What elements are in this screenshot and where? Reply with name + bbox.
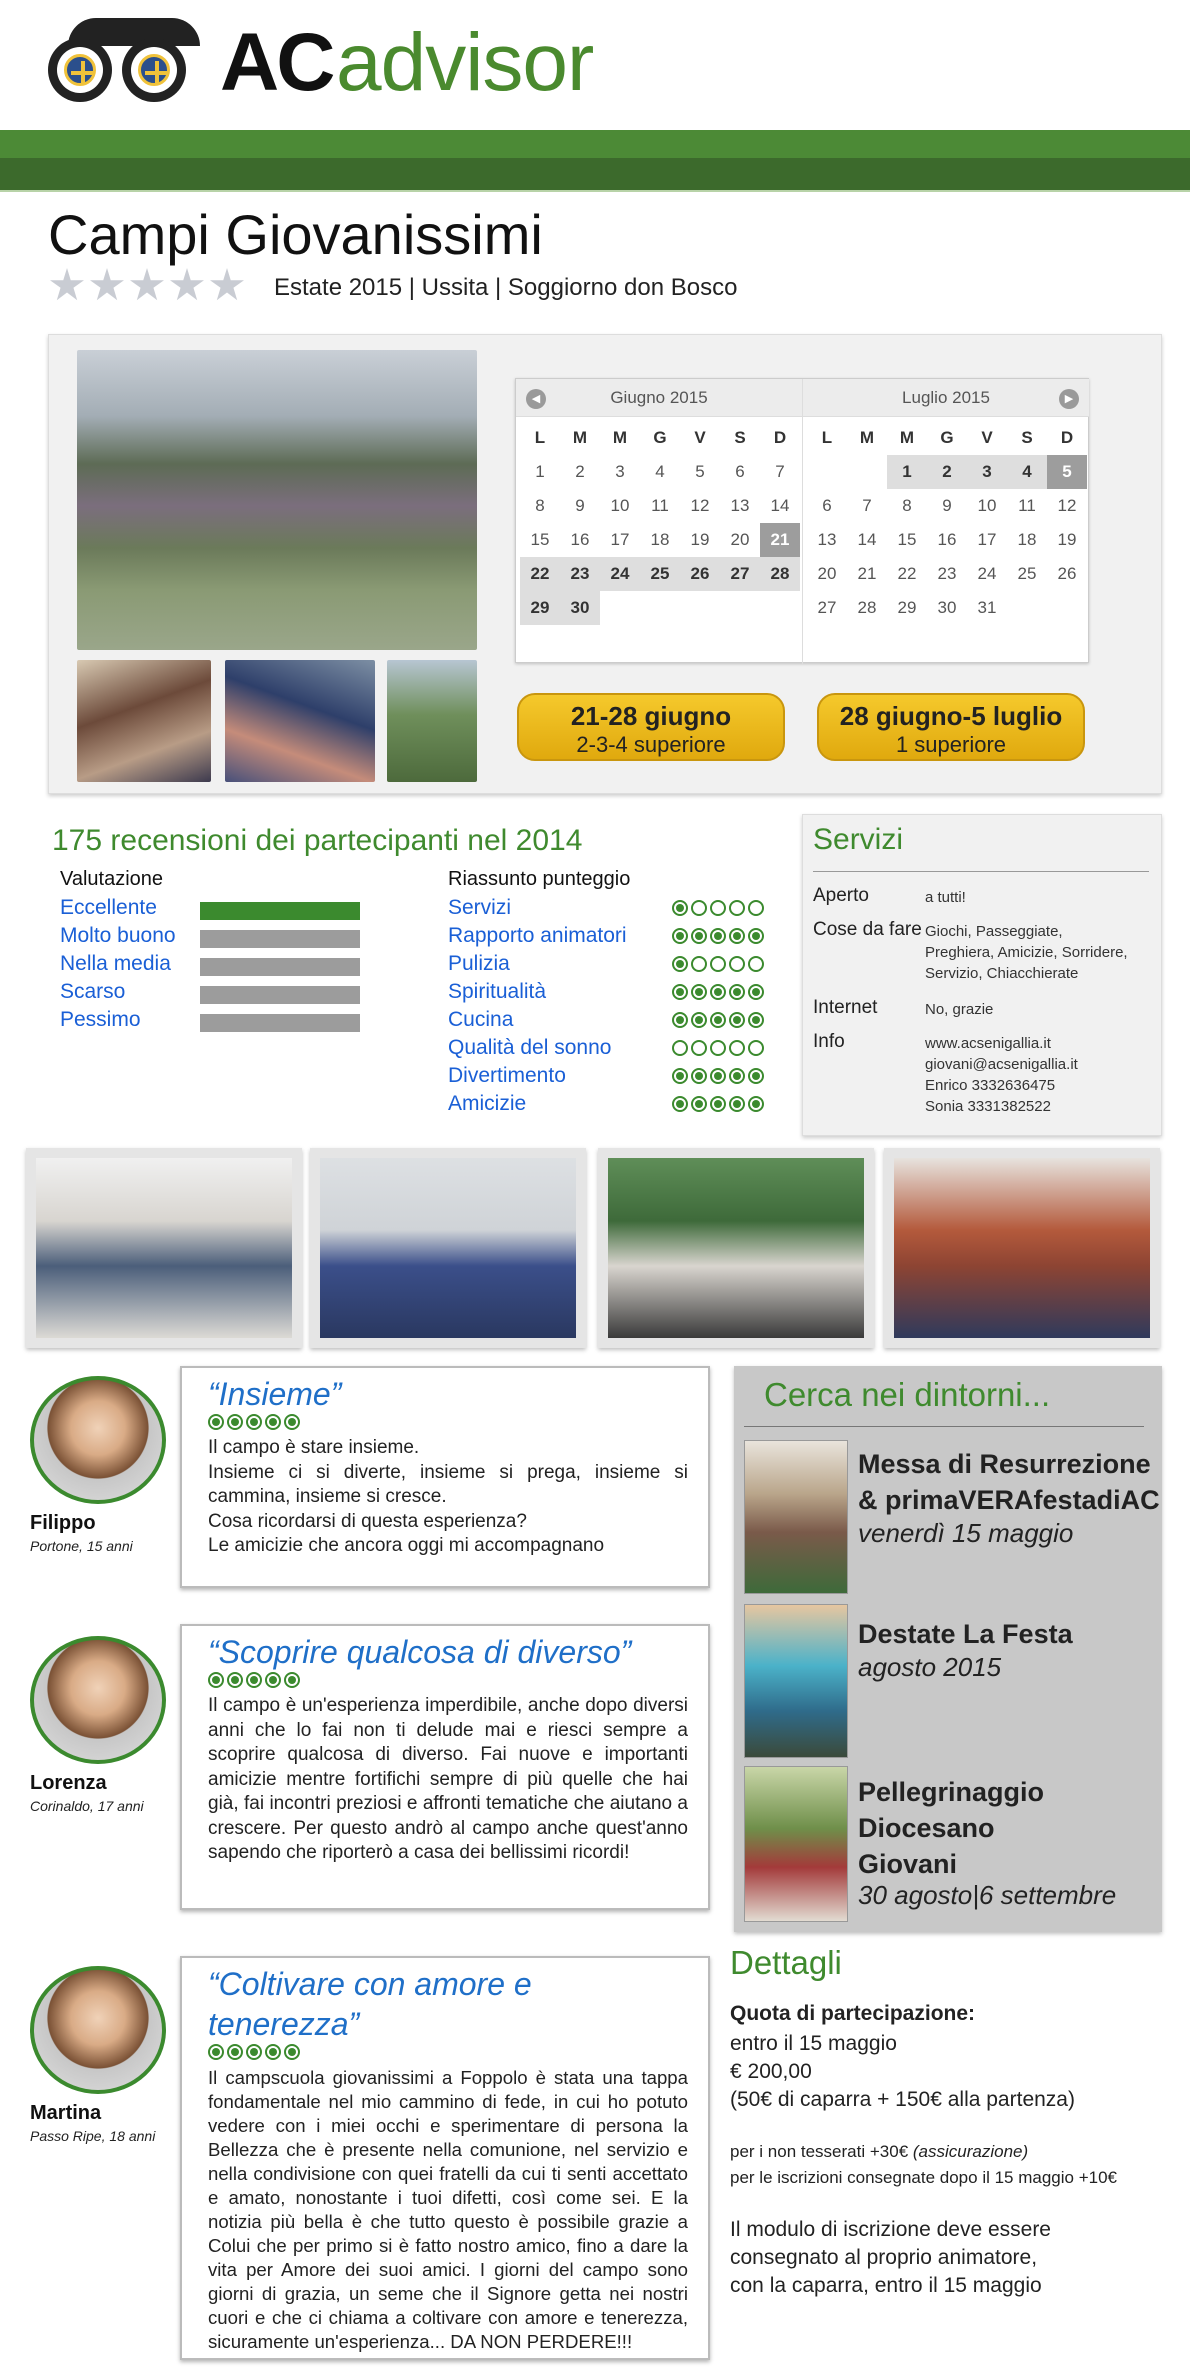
- rating-circle-icon: [729, 956, 745, 972]
- avatar[interactable]: [30, 1376, 166, 1504]
- rating-header: Valutazione: [60, 868, 164, 890]
- calendar-empty-cell: [760, 591, 800, 625]
- star-icon[interactable]: [210, 268, 244, 302]
- services-panel: [802, 814, 1162, 1136]
- rating-circle-icon: [672, 1040, 688, 1056]
- rating-level-link[interactable]: Nella media: [60, 952, 171, 975]
- service-label: Cose da fare: [813, 919, 922, 940]
- calendar-day[interactable]: 11: [1018, 496, 1036, 515]
- calendar-day[interactable]: 13: [817, 530, 837, 549]
- gallery-image: [608, 1158, 864, 1338]
- rating-circle-icon: [748, 956, 764, 972]
- testimonial-card: [180, 1956, 710, 2360]
- category-rating: [672, 956, 764, 972]
- rating-level-link[interactable]: Scarso: [60, 980, 126, 1003]
- avatar[interactable]: [30, 1966, 166, 2094]
- rating-circle-icon: [710, 1040, 726, 1056]
- category-link[interactable]: Amicizie: [448, 1092, 527, 1115]
- acadvisor-logo[interactable]: [48, 18, 608, 118]
- rating-circle-icon: [265, 1414, 281, 1430]
- rating-circle-icon: [729, 984, 745, 1000]
- gallery-image: [894, 1158, 1150, 1338]
- rating-circle-icon: [672, 956, 688, 972]
- calendar-day[interactable]: 14: [857, 530, 877, 549]
- rating-level-link[interactable]: Eccellente: [60, 896, 157, 919]
- calendar-day[interactable]: 21: [857, 564, 877, 583]
- camp-june-button[interactable]: [517, 693, 785, 761]
- weekday-header: D: [1060, 428, 1074, 447]
- calendar-empty-cell: [1047, 591, 1087, 625]
- calendar-day[interactable]: 11: [651, 496, 669, 515]
- weekday-header: M: [612, 428, 628, 447]
- rating-circle-icon: [748, 1040, 764, 1056]
- service-value: www.acsenigallia.it giovani@acsenigallia.it Enrico 3332636475 Sonia 3331382522: [925, 1035, 1078, 1115]
- event-date: venerdì 15 maggio: [858, 1518, 1074, 1548]
- rating-circle-icon: [710, 1012, 726, 1028]
- weekday-header: M: [859, 428, 875, 447]
- calendar-day[interactable]: 26: [1057, 564, 1077, 583]
- calendar-day[interactable]: 1: [535, 462, 545, 481]
- calendar-day[interactable]: 24: [600, 557, 640, 591]
- rating-circle-icon: [246, 2044, 262, 2060]
- calendar-day[interactable]: 1: [887, 455, 927, 489]
- calendar-empty-cell: [640, 591, 680, 625]
- rating-circle-icon: [710, 1068, 726, 1084]
- rating-circle-icon: [208, 1672, 224, 1688]
- camp-group: 2-3-4 superiore: [576, 732, 726, 757]
- reviewer-name: Lorenza: [30, 1772, 107, 1794]
- calendar-days-grid: [520, 421, 802, 625]
- weekday-header: G: [940, 428, 954, 447]
- calendar-day[interactable]: 30: [560, 591, 600, 625]
- prev-month-arrow-icon[interactable]: ◀: [526, 389, 546, 409]
- category-link[interactable]: Spiritualità: [448, 980, 547, 1003]
- calendar-day[interactable]: 2: [927, 455, 967, 489]
- calendar-day[interactable]: 20: [817, 564, 837, 583]
- fee-label: Quota di partecipazione:: [730, 2002, 976, 2025]
- camp-dates: 28 giugno-5 luglio: [839, 701, 1063, 731]
- calendar-day[interactable]: 22: [520, 557, 560, 591]
- calendar-day[interactable]: 29: [897, 598, 917, 617]
- rating-circle-icon: [691, 984, 707, 1000]
- category-link[interactable]: Cucina: [448, 1008, 514, 1031]
- rating-circle-icon: [748, 1012, 764, 1028]
- calendar-day[interactable]: 16: [937, 530, 957, 549]
- star-icon[interactable]: [170, 268, 204, 302]
- nearby-title: Cerca nei dintorni...: [764, 1376, 1051, 1413]
- gallery-photo[interactable]: [310, 1148, 586, 1348]
- calendar-day[interactable]: 26: [680, 557, 720, 591]
- rating-circle-icon: [265, 2044, 281, 2060]
- category-rating: [672, 900, 764, 916]
- rating-circle-icon: [691, 1096, 707, 1112]
- event-date: agosto 2015: [858, 1652, 1002, 1682]
- rating-circle-icon: [208, 1414, 224, 1430]
- testimonial-rating: [208, 1414, 688, 1430]
- category-link[interactable]: Servizi: [448, 896, 512, 919]
- testimonial-body: Il campo è stare insieme. Insieme ci si diverte, insieme si prega, insieme si cammina, insieme si cresce. Cosa ricordarsi di questa esperienza? Le amicizie che ancora oggi mi accompagnano: [208, 1437, 688, 1556]
- camp-overview-panel: [48, 334, 1162, 794]
- calendar-day[interactable]: 8: [535, 496, 545, 515]
- calendar-day[interactable]: 6: [735, 462, 745, 481]
- event-title[interactable]: Destate La Festa: [858, 1619, 1073, 1649]
- rating-level-bar: [200, 958, 360, 976]
- rating-circle-icon: [729, 928, 745, 944]
- rating-circle-icon: [672, 1012, 688, 1028]
- services-title: Servizi: [813, 823, 904, 856]
- weekday-header: M: [572, 428, 588, 447]
- calendar-day[interactable]: 5: [1047, 455, 1087, 489]
- gallery-photo[interactable]: [884, 1148, 1160, 1348]
- calendar-day[interactable]: 19: [1057, 530, 1077, 549]
- calendar-day[interactable]: 30: [937, 598, 957, 617]
- calendar-day[interactable]: 8: [902, 496, 912, 515]
- reviewer-info: Portone, 15 anni: [30, 1538, 133, 1554]
- service-label: Aperto: [813, 885, 869, 906]
- calendar-day[interactable]: 12: [690, 496, 710, 515]
- calendar-day[interactable]: 23: [560, 557, 600, 591]
- camp-group: 1 superiore: [895, 732, 1007, 757]
- rating-circle-icon: [710, 984, 726, 1000]
- owl-eye-right-icon: [122, 38, 186, 102]
- calendar-day[interactable]: 10: [977, 496, 997, 515]
- calendar-day[interactable]: 24: [977, 564, 997, 583]
- services-divider: [813, 871, 1149, 872]
- calendar-empty-cell: [680, 591, 720, 625]
- rating-circle-icon: [672, 984, 688, 1000]
- testimonial-rating: [208, 2044, 688, 2060]
- rating-level-link[interactable]: Pessimo: [60, 1008, 141, 1031]
- rating-circle-icon: [672, 1096, 688, 1112]
- calendar-day[interactable]: 28: [857, 598, 877, 617]
- rating-circle-icon: [729, 1040, 745, 1056]
- category-link[interactable]: Divertimento: [448, 1064, 566, 1087]
- calendar-day[interactable]: 21: [760, 523, 800, 557]
- details-title: Dettagli: [730, 1944, 842, 1981]
- testimonial-card: [180, 1366, 710, 1588]
- rating-circle-icon: [691, 1040, 707, 1056]
- service-label: Info: [813, 1031, 845, 1052]
- category-link[interactable]: Qualità del sonno: [448, 1036, 612, 1059]
- event-thumbnail[interactable]: [744, 1766, 848, 1922]
- rating-level-bar: [200, 930, 360, 948]
- testimonial-quote: “Insieme”: [208, 1376, 342, 1412]
- weekday-header: L: [534, 428, 546, 447]
- gallery-photo[interactable]: [598, 1148, 874, 1348]
- nearby-divider: [744, 1426, 1144, 1427]
- extra-fee-late: per le iscrizioni consegnate dopo il 15 maggio +10€: [730, 2168, 1117, 2187]
- thumbnail-photo[interactable]: [77, 660, 211, 782]
- logo-text-advisor: advisor: [336, 17, 594, 108]
- weekday-header: V: [981, 428, 993, 447]
- header-band-line: [0, 190, 1190, 192]
- reviewer-info: Passo Ripe, 18 anni: [30, 2128, 156, 2144]
- camp-dates: 21-28 giugno: [570, 701, 732, 731]
- reviewer-name: Martina: [30, 2102, 102, 2124]
- calendar-day[interactable]: 25: [1017, 564, 1037, 583]
- star-icon[interactable]: [130, 268, 164, 302]
- rating-circle-icon: [672, 928, 688, 944]
- weekday-header: V: [694, 428, 706, 447]
- calendar-month-june: [516, 379, 802, 664]
- logo-text-ac: AC: [220, 17, 333, 108]
- gallery-image: [320, 1158, 576, 1338]
- calendar-day[interactable]: 27: [720, 557, 760, 591]
- owl-eye-left-icon: [48, 38, 112, 102]
- testimonial-card: [180, 1624, 710, 1910]
- calendar-day[interactable]: 5: [695, 462, 705, 481]
- thumbnail-photo[interactable]: [387, 660, 477, 782]
- rating-circle-icon: [710, 956, 726, 972]
- calendar-day[interactable]: 20: [730, 530, 750, 549]
- rating-circle-icon: [729, 1068, 745, 1084]
- category-rating: [672, 1068, 764, 1084]
- gallery-image: [36, 1158, 292, 1338]
- rating-circle-icon: [691, 1012, 707, 1028]
- rating-circle-icon: [748, 984, 764, 1000]
- calendar-day[interactable]: 6: [822, 496, 832, 515]
- event-thumbnail[interactable]: [744, 1604, 848, 1758]
- rating-circle-icon: [710, 928, 726, 944]
- category-rating: [672, 1012, 764, 1028]
- main-group-photo[interactable]: [77, 350, 477, 650]
- category-link[interactable]: Pulizia: [448, 952, 510, 975]
- calendar-day[interactable]: 4: [655, 462, 665, 481]
- service-value: a tutti!: [925, 889, 966, 906]
- weekday-header: S: [1021, 428, 1033, 447]
- rating-circle-icon: [691, 1068, 707, 1084]
- calendar-month-label: Giugno 2015: [516, 379, 802, 417]
- weekday-header: M: [899, 428, 915, 447]
- rating-circle-icon: [208, 2044, 224, 2060]
- rating-circle-icon: [691, 956, 707, 972]
- calendar-day[interactable]: 9: [942, 496, 952, 515]
- testimonial-body: Il campscuola giovanissimi a Foppolo è stata una tappa fondamentale nel mio cammino di fede, in cui ho potuto vedere con i miei occhi e sperimentare di persona la Bellezza che è presente nella comunione, nel servizio e nella condivisione con quei fratelli da cui ti senti accettato e amato, nonostante i tuoi difetti, così come sei. E la notizia più bella è che tutto questo è possibile grazie a Colui che per primo si è fatto nostro amico, fino a dare la vita per Amore dei suoi amici. I giorni del campo sono giorni di grazia, un seme che il Signore getta nei nostri cuori e che ci chiama a coltivare con amore e tenerezza, sicuramente un'esperienza... DA NON PERDERE!!!: [208, 2067, 688, 2352]
- calendar-empty-cell: [1007, 591, 1047, 625]
- header-band-light: [0, 130, 1190, 158]
- rating-circle-icon: [710, 900, 726, 916]
- service-value: Giochi, Passeggiate, Preghiera, Amicizie, Sorridere, Servizio, Chiacchierate: [925, 923, 1128, 982]
- registration-note: Il modulo di iscrizione deve essere consegnato al proprio animatore, con la caparra, entro il 15 maggio: [730, 2218, 1051, 2297]
- rating-level-bar: [200, 986, 360, 1004]
- calendar-days-grid: [807, 421, 1089, 625]
- fee-info: entro il 15 maggio € 200,00 (50€ di caparra + 150€ alla partenza): [730, 2032, 1075, 2111]
- nearby-events-panel: [734, 1366, 1162, 1932]
- rating-circle-icon: [729, 900, 745, 916]
- rating-circle-icon: [227, 1672, 243, 1688]
- reviewer-info: Corinaldo, 17 anni: [30, 1798, 144, 1814]
- calendar-day[interactable]: 10: [610, 496, 630, 515]
- calendar-day[interactable]: 27: [817, 598, 837, 617]
- calendar-month-july: [803, 379, 1089, 664]
- reviewer-name: Filippo: [30, 1512, 96, 1534]
- calendar-day[interactable]: 17: [977, 530, 997, 549]
- rating-circle-icon: [265, 1672, 281, 1688]
- summary-header: Riassunto punteggio: [448, 868, 631, 890]
- calendar-day[interactable]: 23: [937, 564, 957, 583]
- category-rating: [672, 984, 764, 1000]
- calendar-day[interactable]: 31: [977, 598, 997, 617]
- calendar-empty-cell: [847, 455, 887, 489]
- calendar-day[interactable]: 2: [575, 462, 585, 481]
- event-thumbnail[interactable]: [744, 1440, 848, 1594]
- calendar-day[interactable]: 16: [570, 530, 590, 549]
- testimonial-quote: “Coltivare con amore e tenerezza”: [208, 1966, 532, 2042]
- gallery-photo[interactable]: [26, 1148, 302, 1348]
- reviews-title: 175 recensioni dei partecipanti nel 2014: [52, 824, 583, 857]
- rating-circle-icon: [284, 1414, 300, 1430]
- service-value: No, grazie: [925, 1001, 994, 1018]
- category-rating: [672, 1040, 764, 1056]
- calendar-day[interactable]: 18: [1017, 530, 1037, 549]
- calendar-day[interactable]: 3: [615, 462, 625, 481]
- event-title[interactable]: Messa di Resurrezione & primaVERAfestadiAC: [858, 1449, 1160, 1515]
- rating-level-bar: [200, 1014, 360, 1032]
- calendar-day[interactable]: 15: [897, 530, 917, 549]
- rating-circle-icon: [691, 928, 707, 944]
- calendar-day[interactable]: 4: [1007, 455, 1047, 489]
- calendar-day[interactable]: 22: [897, 564, 917, 583]
- rating-level-link[interactable]: Molto buono: [60, 924, 176, 947]
- calendar-day[interactable]: 7: [862, 496, 872, 515]
- page-title: Campi Giovanissimi: [48, 203, 543, 266]
- rating-circle-icon: [729, 1096, 745, 1112]
- calendar-day[interactable]: 13: [730, 496, 750, 515]
- calendar-day[interactable]: 9: [575, 496, 585, 515]
- rating-circle-icon: [284, 2044, 300, 2060]
- calendar-empty-cell: [600, 591, 640, 625]
- rating-circle-icon: [748, 900, 764, 916]
- event-title[interactable]: Pellegrinaggio Diocesano Giovani: [858, 1777, 1045, 1879]
- page-subtitle: Estate 2015 | Ussita | Soggiorno don Bosco: [274, 274, 738, 301]
- calendar-day[interactable]: 19: [690, 530, 710, 549]
- thumbnail-photo[interactable]: [225, 660, 375, 782]
- rating-circle-icon: [246, 1672, 262, 1688]
- rating-circle-icon: [748, 928, 764, 944]
- rating-circle-icon: [672, 1068, 688, 1084]
- rating-circle-icon: [227, 1414, 243, 1430]
- extra-fee-nonmembers: per i non tesserati +30€ (assicurazione): [730, 2142, 1029, 2161]
- category-link[interactable]: Rapporto animatori: [448, 924, 627, 947]
- next-month-arrow-icon[interactable]: ▶: [1059, 389, 1079, 409]
- weekday-header: L: [821, 428, 833, 447]
- calendar-day[interactable]: 25: [640, 557, 680, 591]
- weekday-header: G: [653, 428, 667, 447]
- service-label: Internet: [813, 997, 878, 1018]
- header-band-dark: [0, 158, 1190, 190]
- rating-circle-icon: [729, 1012, 745, 1028]
- rating-circle-icon: [691, 900, 707, 916]
- category-rating: [672, 928, 764, 944]
- calendar-empty-cell: [720, 591, 760, 625]
- weekday-header: S: [734, 428, 746, 447]
- calendar-day[interactable]: 14: [770, 496, 790, 515]
- rating-circle-icon: [748, 1096, 764, 1112]
- calendar-day[interactable]: 15: [530, 530, 550, 549]
- date-calendar[interactable]: [515, 378, 1089, 663]
- calendar-day[interactable]: 28: [760, 557, 800, 591]
- calendar-day[interactable]: 17: [610, 530, 630, 549]
- rating-level-bar: [200, 902, 360, 920]
- rating-circle-icon: [284, 1672, 300, 1688]
- rating-circle-icon: [227, 2044, 243, 2060]
- testimonial-quote: “Scoprire qualcosa di diverso”: [208, 1634, 632, 1670]
- calendar-day[interactable]: 3: [967, 455, 1007, 489]
- camp-july-button[interactable]: [817, 693, 1085, 761]
- testimonial-rating: [208, 1672, 688, 1688]
- calendar-day[interactable]: 29: [520, 591, 560, 625]
- calendar-day[interactable]: 12: [1057, 496, 1077, 515]
- rating-circle-icon: [672, 900, 688, 916]
- avatar[interactable]: [30, 1636, 166, 1764]
- calendar-month-label: Luglio 2015: [803, 379, 1089, 417]
- weekday-header: D: [773, 428, 787, 447]
- rating-circle-icon: [710, 1096, 726, 1112]
- calendar-day[interactable]: 7: [775, 462, 785, 481]
- star-rating[interactable]: [50, 268, 244, 302]
- event-date: 30 agosto|6 settembre: [858, 1880, 1117, 1910]
- category-rating: [672, 1096, 764, 1112]
- calendar-day[interactable]: 18: [650, 530, 670, 549]
- star-icon[interactable]: [50, 268, 84, 302]
- testimonial-body: Il campo è un'esperienza imperdibile, anche dopo diversi anni che lo fai non ti delude mai e riesci sempre a scoprire qualcosa di diverso. Fai nuove e importanti amicizie mentre fortifichi sempre di più quelle che hai già, fai incontri preziosi e affronti tematiche che aiutano a crescere. Per questo andrò al campo anche quest'anno sapendo che riporterò a casa dei bellissimi ricordi!: [208, 1695, 688, 1863]
- rating-circle-icon: [246, 1414, 262, 1430]
- calendar-empty-cell: [807, 455, 847, 489]
- star-icon[interactable]: [90, 268, 124, 302]
- rating-circle-icon: [748, 1068, 764, 1084]
